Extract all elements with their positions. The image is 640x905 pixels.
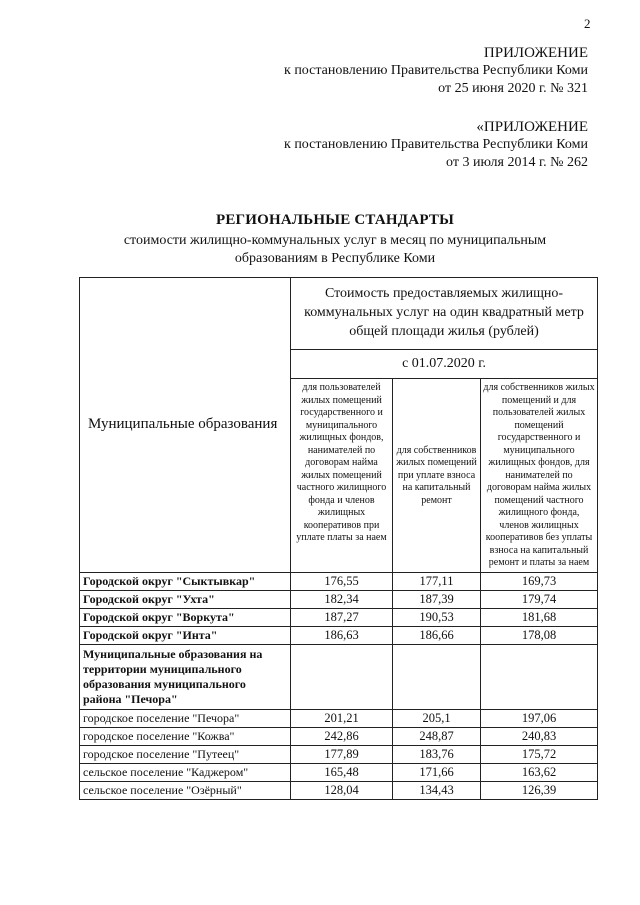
appendix-original-heading: «ПРИЛОЖЕНИЕ (476, 119, 588, 135)
row-value-2: 183,76 (393, 745, 481, 763)
group-name: Муниципальные образования на территории муниципального образования муниципального района "Печора" (80, 644, 291, 709)
appendix-original-line2: от 3 июля 2014 г. № 262 (446, 155, 588, 170)
group-header-row (80, 644, 598, 709)
row-value-1: 176,55 (291, 572, 393, 590)
row-value-2: 248,87 (393, 727, 481, 745)
document-subtitle-line1: стоимости жилищно-коммунальных услуг в месяц по муниципальным (123, 233, 547, 248)
table-row (80, 608, 598, 626)
group-empty-cell (481, 644, 598, 709)
document-title: РЕГИОНАЛЬНЫЕ СТАНДАРТЫ (215, 212, 454, 228)
row-value-2: 171,66 (393, 763, 481, 781)
row-value-3: 179,74 (481, 590, 598, 608)
row-value-1: 201,21 (291, 709, 393, 727)
document-subtitle-line2: образованиям в Республике Коми (234, 251, 436, 266)
appendix-original-line1: к постановлению Правительства Республики Коми (284, 137, 588, 152)
row-name: городское поселение "Печора" (80, 709, 291, 727)
row-name: Городской округ "Сыктывкар" (80, 572, 291, 590)
standards-table (79, 277, 598, 800)
header-sub-owners-capital: для собственников жилых помещений при уплате взноса на капитальный ремонт (393, 379, 481, 573)
row-value-2: 190,53 (393, 608, 481, 626)
appendix-original (284, 118, 588, 172)
header-sub-all-no-fees: для собственников жилых помещений и для пользователей жилых помещений государственного и муниципального жилищных фондов, для нанимателей по договорам найма жилых помещений частного жилищного фонда, членов жилищных кооперативов без уплаты взноса на капитальный ремонт и платы за наем (481, 379, 598, 573)
row-value-1: 128,04 (291, 781, 393, 799)
row-value-3: 178,08 (481, 626, 598, 644)
row-name: городское поселение "Кожва" (80, 727, 291, 745)
row-value-3: 126,39 (481, 781, 598, 799)
table-row (80, 781, 598, 799)
header-sub-tenants: для пользователей жилых помещений государственного и муниципального жилищных фондов, нанимателей по договорам найма жилых помещений частного жилищного фонда и членов жилищных кооперативов при уплате платы за наем (291, 379, 393, 573)
row-value-2: 187,39 (393, 590, 481, 608)
row-value-2: 134,43 (393, 781, 481, 799)
row-name: Городской округ "Воркута" (80, 608, 291, 626)
header-municipality: Муниципальные образования (80, 278, 291, 573)
table-row (80, 590, 598, 608)
row-value-1: 182,34 (291, 590, 393, 608)
row-value-1: 165,48 (291, 763, 393, 781)
row-value-2: 205,1 (393, 709, 481, 727)
appendix-current (284, 44, 588, 98)
row-name: сельское поселение "Каджером" (80, 763, 291, 781)
row-value-1: 242,86 (291, 727, 393, 745)
row-value-1: 186,63 (291, 626, 393, 644)
row-value-3: 240,83 (481, 727, 598, 745)
row-value-1: 177,89 (291, 745, 393, 763)
header-date: с 01.07.2020 г. (291, 350, 598, 379)
row-name: сельское поселение "Озёрный" (80, 781, 291, 799)
row-value-3: 169,73 (481, 572, 598, 590)
row-value-1: 187,27 (291, 608, 393, 626)
group-empty-cell (291, 644, 393, 709)
title-block (80, 212, 590, 268)
row-value-3: 163,62 (481, 763, 598, 781)
appendix-current-line1: к постановлению Правительства Республики Коми (284, 63, 588, 78)
row-value-2: 177,11 (393, 572, 481, 590)
row-value-2: 186,66 (393, 626, 481, 644)
row-name: Городской округ "Инта" (80, 626, 291, 644)
table-row (80, 572, 598, 590)
appendix-current-line2: от 25 июня 2020 г. № 321 (438, 81, 588, 96)
row-name: Городской округ "Ухта" (80, 590, 291, 608)
row-name: городское поселение "Путеец" (80, 745, 291, 763)
row-value-3: 197,06 (481, 709, 598, 727)
table-row (80, 727, 598, 745)
group-empty-cell (393, 644, 481, 709)
appendix-current-heading: ПРИЛОЖЕНИЕ (483, 45, 588, 61)
row-value-3: 181,68 (481, 608, 598, 626)
row-value-3: 175,72 (481, 745, 598, 763)
table-row (80, 763, 598, 781)
table-row (80, 626, 598, 644)
table-row (80, 709, 598, 727)
header-cost: Стоимость предоставляемых жилищно-коммунальных услуг на один квадратный метр общей площади жилья (рублей) (291, 278, 598, 350)
table-row (80, 745, 598, 763)
page-number: 2 (584, 16, 591, 31)
